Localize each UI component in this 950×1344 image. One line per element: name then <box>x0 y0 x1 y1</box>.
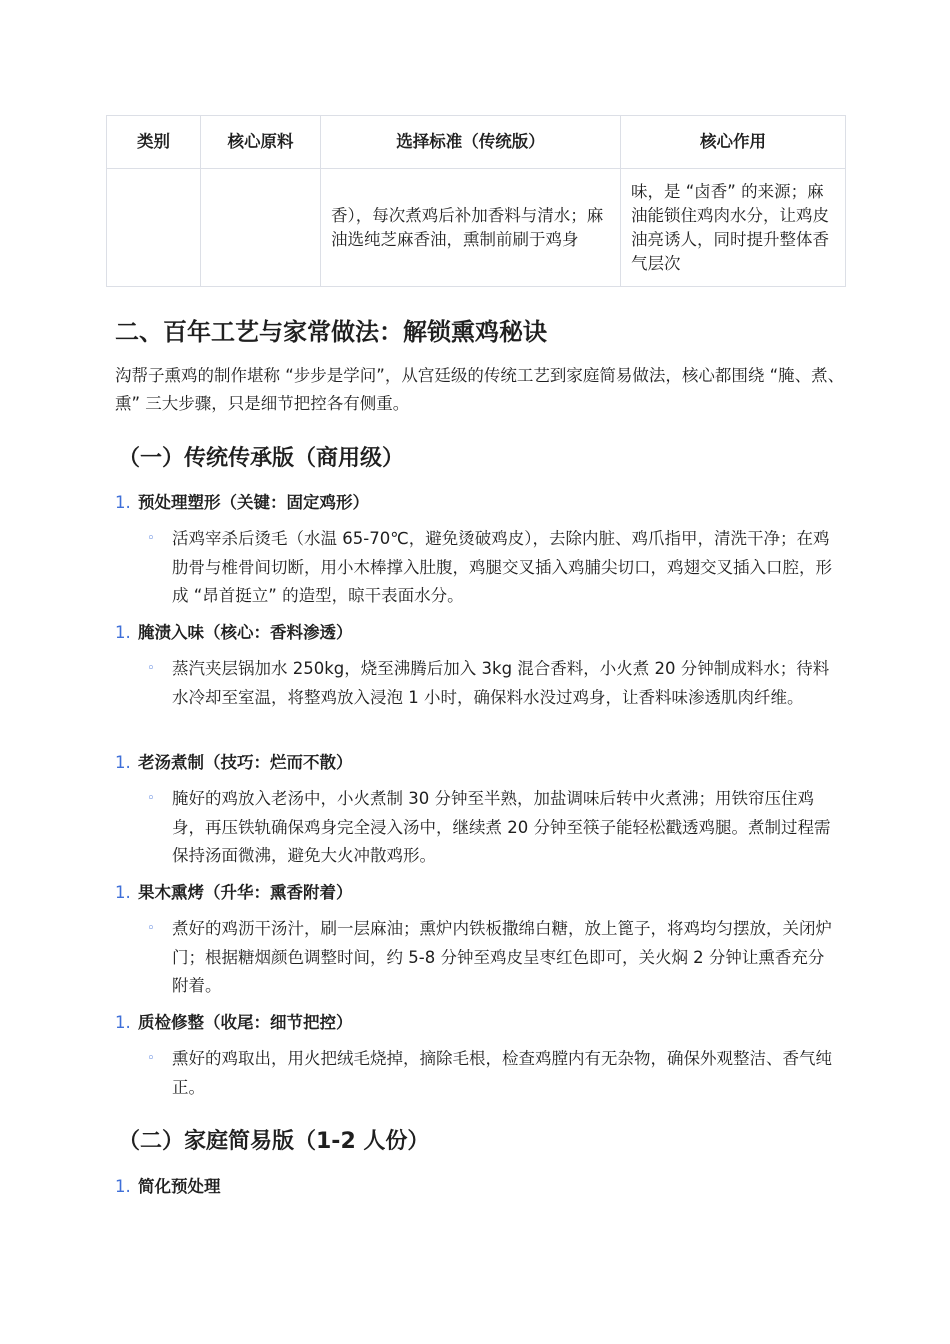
step-item <box>115 750 353 776</box>
step-detail-text: 煮好的鸡沥干汤汁，刷一层麻油；熏炉内铁板撒绵白糖，放上篦子，将鸡均匀摆放，关闭炉门；根据糖烟颜色调整时间，约 5-8 分钟至鸡皮呈枣红色即可，关火焖 2 分钟让熏香充分附着。 <box>172 919 832 995</box>
table-cell-standard: 香），每次煮鸡后补加香料与清水；麻油选纯芝麻香油，熏制前刷于鸡身 <box>321 169 621 287</box>
step-detail <box>147 1045 837 1102</box>
step-detail-text: 熏好的鸡取出，用火把绒毛烧掉，摘除毛根，检查鸡膛内有无杂物，确保外观整洁、香气纯正。 <box>172 1049 832 1097</box>
step-number: 1. <box>115 623 131 642</box>
step-number: 1. <box>115 753 131 772</box>
subsection-heading-traditional: （一）传统传承版（商用级） <box>118 446 405 471</box>
step-item <box>115 880 353 906</box>
table-cell-ingredient <box>201 169 321 287</box>
step-detail-text: 腌好的鸡放入老汤中，小火煮制 30 分钟至半熟，加盐调味后转中火煮沸；用铁帘压住鸡身，再压铁轨确保鸡身完全浸入汤中，继续煮 20 分钟至筷子能轻松戳透鸡腿。煮制过程需保持汤面微沸，避免大火冲散鸡形。 <box>172 789 831 865</box>
hollow-bullet-icon: ◦ <box>147 661 155 676</box>
step-detail-text: 蒸汽夹层锅加水 250kg，烧至沸腾后加入 3kg 混合香料，小火煮 20 分钟制成料水；待料水冷却至室温，将整鸡放入浸泡 1 小时，确保料水没过鸡身，让香料味渗透肌肉纤维。 <box>172 659 830 707</box>
step-title: 质检修整（收尾：细节把控） <box>138 1013 353 1032</box>
subsection-heading-home: （二）家庭简易版（1-2 人份） <box>118 1129 430 1154</box>
step-title: 简化预处理 <box>138 1177 221 1196</box>
step-number: 1. <box>115 493 131 512</box>
hollow-bullet-icon: ◦ <box>147 1051 155 1066</box>
step-detail <box>147 655 837 712</box>
step-detail <box>147 525 837 611</box>
table-cell-category <box>107 169 201 287</box>
step-title: 果木熏烤（升华：熏香附着） <box>138 883 353 902</box>
step-item <box>115 1174 221 1200</box>
section-intro: 沟帮子熏鸡的制作堪称 “步步是学问”，从宫廷级的传统工艺到家庭简易做法，核心都围绕 “腌、煮、熏” 三大步骤，只是细节把控各有侧重。 <box>115 366 845 413</box>
hollow-bullet-icon: ◦ <box>147 791 155 806</box>
hollow-bullet-icon: ◦ <box>147 921 155 936</box>
table-row <box>107 169 846 287</box>
ingredients-table <box>106 115 846 287</box>
step-detail <box>147 785 837 871</box>
table-header-row <box>107 116 846 169</box>
step-title: 腌渍入味（核心：香料渗透） <box>138 623 353 642</box>
section-heading: 二、百年工艺与家常做法：解锁熏鸡秘诀 <box>115 318 547 346</box>
table-header-cell: 核心作用 <box>621 116 846 169</box>
step-detail <box>147 915 837 1001</box>
table-header-cell: 选择标准（传统版） <box>321 116 621 169</box>
step-number: 1. <box>115 883 131 902</box>
table-cell-role: 味，是 “卤香” 的来源；麻油能锁住鸡肉水分，让鸡皮油亮诱人，同时提升整体香气层次 <box>621 169 846 287</box>
step-number: 1. <box>115 1177 131 1196</box>
step-title: 预处理塑形（关键：固定鸡形） <box>138 493 369 512</box>
step-detail-text: 活鸡宰杀后烫毛（水温 65-70℃，避免烫破鸡皮），去除内脏、鸡爪指甲，清洗干净；在鸡肋骨与椎骨间切断，用小木棒撑入肚腹，鸡腿交叉插入鸡脯尖切口，鸡翅交叉插入口腔，形成 “昂首挺立” 的造型，晾干表面水分。 <box>172 529 832 605</box>
step-item <box>115 490 369 516</box>
hollow-bullet-icon: ◦ <box>147 531 155 546</box>
table-header-cell: 核心原料 <box>201 116 321 169</box>
table-header-cell: 类别 <box>107 116 201 169</box>
step-title: 老汤煮制（技巧：烂而不散） <box>138 753 353 772</box>
step-item <box>115 1010 353 1036</box>
step-number: 1. <box>115 1013 131 1032</box>
step-item <box>115 620 353 646</box>
